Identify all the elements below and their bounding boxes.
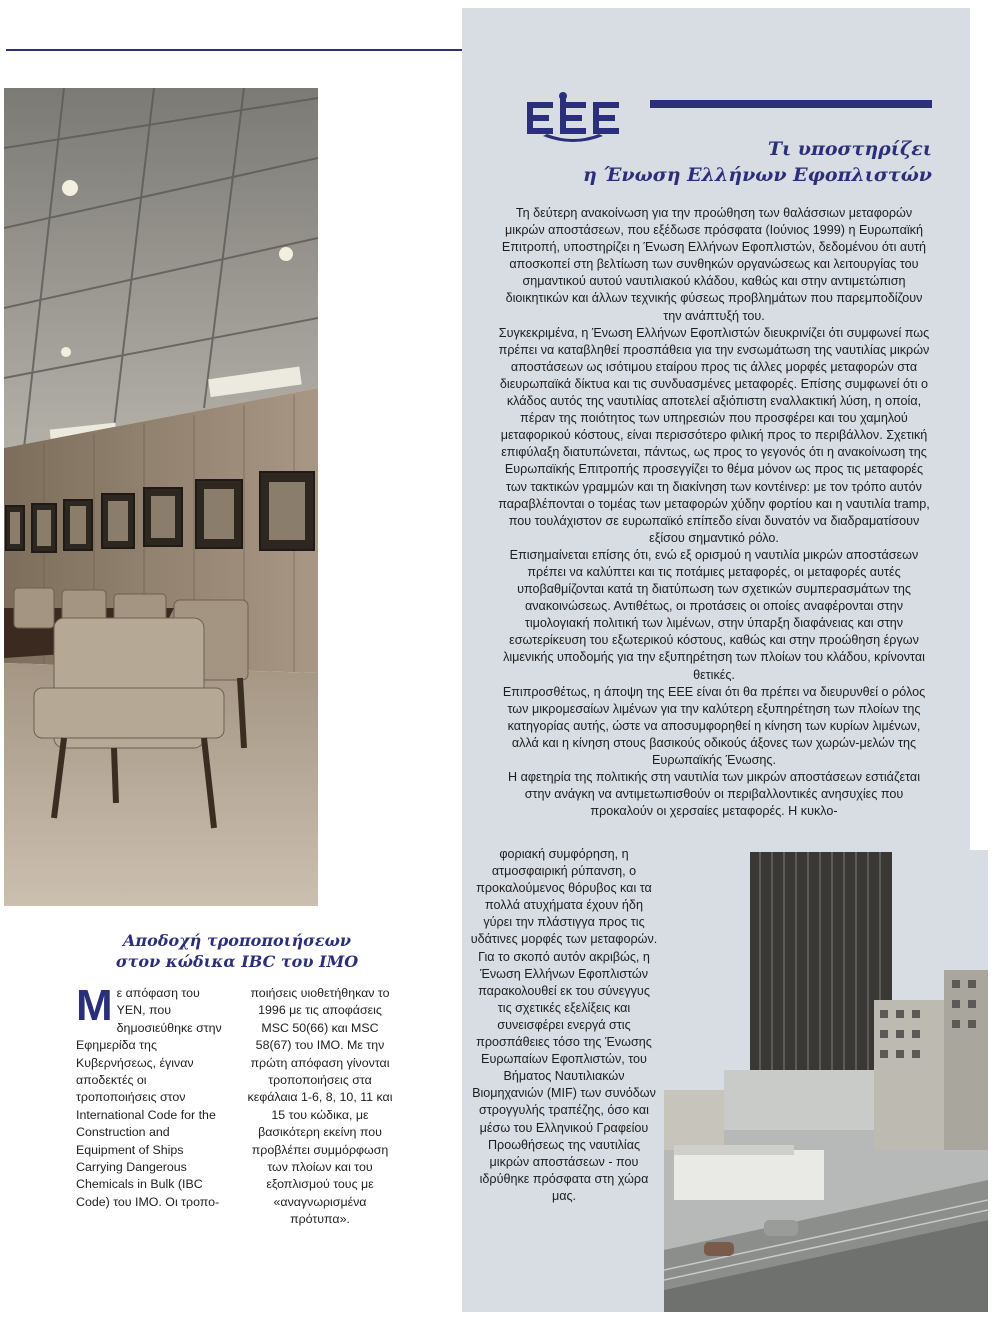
column-1-text: ε απόφαση του ΥΕΝ, που δημοσιεύθηκε στην Εφημερίδα της Κυβερνήσεως, έγιναν αποδεκτές οι τροποποιήσεις στον International Code for the Construction and Equipment of Ships Carrying Dangerous Chemicals in Bulk (IBC Code) του IMO. Οι τροπο- <box>76 986 222 1209</box>
side-article-column-2: ποιήσεις υιοθετήθηκαν το 1996 με τις αποφάσεις MSC 50(66) και MSC 58(67) του IMO. Με την πρώτη απόφαση γίνονται τροποποιήσεις στα κεφάλαια 1-6, 8, 10, 11 και 15 του κώδικα, με βασικότερη εκείνη που προβλέπει συμμόρφωση των πλοίων και του εξοπλισμού τους με «αναγνωρισμένα πρότυπα». <box>247 986 393 1227</box>
drop-cap: Μ <box>76 981 113 1030</box>
paragraph: Η αφετηρία της πολιτικής στη ναυτιλία των μικρών αποστάσεων εστιάζεται στην ανάγκη να αντιμετωπισθούν οι περιβαλλοντικές ανησυχίες που προκαλούν οι χερσαίες μεταφορές. Η κυκλο- <box>507 770 920 819</box>
paragraph: Επιπροσθέτως, η άποψη της ΕΕΕ είναι ότι θα πρέπει να διευρυνθεί ο ρόλος των μικρομεσαίων λιμένων για την καλύτερη εξυπηρέτηση των πλοίων της κατηγορίας αυτής, ώστε να αποσυμφορηθεί η κίνηση των κυρίων λιμένων, αλλά και η κίνηση στους βασικούς οδικούς άξονες των χωρών-μελών της Ευρωπαϊκής Ένωσης. <box>502 684 926 767</box>
paragraph: Συγκεκριμένα, η Ένωση Ελλήνων Εφοπλιστών διευκρινίζει ότι συμφωνεί πως πρέπει να καταβληθεί προσπάθεια για την ενσωμάτωση της ναυτιλίας μικρών αποστάσεων ως ισότιμου εταίρου προς τις άλλες μορφές μεταφορών στα διευρωπαϊκά δίκτυα και τις συνδυασμένες μεταφορές. Επίσης συμφωνεί ότι ο κλάδος αυτός της ναυτιλίας αποτελεί αξιόπιστη εναλλακτική λύση, η οποία, πέραν της ποιότητος των υπηρεσιών που προσφέρει και του χαμηλού μεταφορικού κόστους, είναι περισσότερο φιλική προς το περιβάλλον. Σχετική επιφύλαξη διατυπώνεται, πάντως, ως προς το γεγονός ότι η ανακοίνωση της Ευρωπαϊκής Επιτροπής προσεγγίζει το θέμα μόνον ως προς τις μεταφορές των τακτικών γραμμών και τη διακίνηση των κοντέινερ: με τον τρόπο αυτόν παραβλέπονται ο τομέας των μεταφορών χύδην φορτίου και η ναυτιλία tramp, που τουλάχιστον σε ευρωπαϊκό επίπεδο είναι δυνατόν να διαδραματίσουν εξίσου σημαντικό ρόλο. <box>498 325 930 545</box>
side-title-line-2: στον κώδικα IBC του IMO <box>115 952 359 971</box>
paragraph: Τη δεύτερη ανακοίνωση για την προώθηση των θαλάσσιων μεταφορών μικρών αποστάσεων, που εξέδωσε πρόσφατα (Ιούνιος 1999) η Ευρωπαϊκή Επιτροπή, υποστηρίζει η Ένωση Ελλήνων Εφοπλιστών, δεδομένου ότι αυτή αποσκοπεί στη βελτίωση των συνθηκών οργανώσεως και λειτουργίας του σημαντικού αυτού ναυτιλιακού κλάδου, καθώς και στην αντιμετώπιση διοικητικών και άλλων τεχνικής φύσεως προβλημάτων που παρεμποδίζουν την ανάπτυξή του. <box>501 206 927 323</box>
title-bar <box>650 100 932 108</box>
side-article-column-1 <box>76 981 228 1211</box>
side-article-title <box>72 930 402 972</box>
main-article-title <box>583 136 932 188</box>
paragraph: Επισημαίνεται επίσης ότι, ενώ εξ ορισμού η ναυτιλία μικρών αποστάσεων πρέπει να καλύπτει και τις ποτάμιες μεταφορές, οι μεταφορές αυτές υποβαθμίζονται κατά τη διατύπωση των σχετικών συμπερασμάτων της ανακοινώσεως. Αντιθέτως, οι προτάσεις οι οποίες αναφέρονται στην τιμολογιακή πολιτική των λιμένων, στην ύπαρξη διαφάνειας και στην εσωτερίκευση του εξωτερικού κόστους, καθώς και στην προώθηση έργων λιμενικής υποδομής για την εξυπηρέτηση των πλοίων του κλάδου, κρίνονται θετικές. <box>503 547 925 682</box>
side-title-line-1: Αποδοχή τροποποιήσεων <box>123 931 351 950</box>
main-title-line-2: η Ένωση Ελλήνων Εφοπλιστών <box>583 164 932 186</box>
main-article-wrap-text: φοριακή συμφόρηση, η ατμοσφαιρική ρύπανση, ο προκαλούμενος θόρυβος και τα πολλά ατυχήματα έχουν ήδη γύρει την πλάστιγγα προς τις υδάτινες μορφές των μεταφορών. Για το σκοπό αυτόν ακριβώς, η Ένωση Ελλήνων Εφοπλιστών παρακολουθεί εκ του σύνεγγυς τις σχετικές εξελίξεις και συνεισφέρει ενεργά στις προσπάθειες τόσο της Ένωσης Ευρωπαίων Εφοπλιστών, του Βήματος Ναυτιλιακών Βιομηχανιών (MIF) των συνόδων στρογγυλής τραπέζης, όσο και μέσω του Ελληνικού Γραφείου Προωθήσεως της ναυτιλίας μικρών αποστάσεων - που ιδρύθηκε πρόσφατα στη χώρα μας. <box>470 847 658 1203</box>
main-title-line-1: Τι υποστηρίζει <box>767 138 932 160</box>
union-of-greek-shipowners-logo <box>525 92 623 142</box>
main-article-body <box>496 205 932 820</box>
boardroom-photo <box>4 88 318 906</box>
port-building-photo <box>664 850 988 1312</box>
